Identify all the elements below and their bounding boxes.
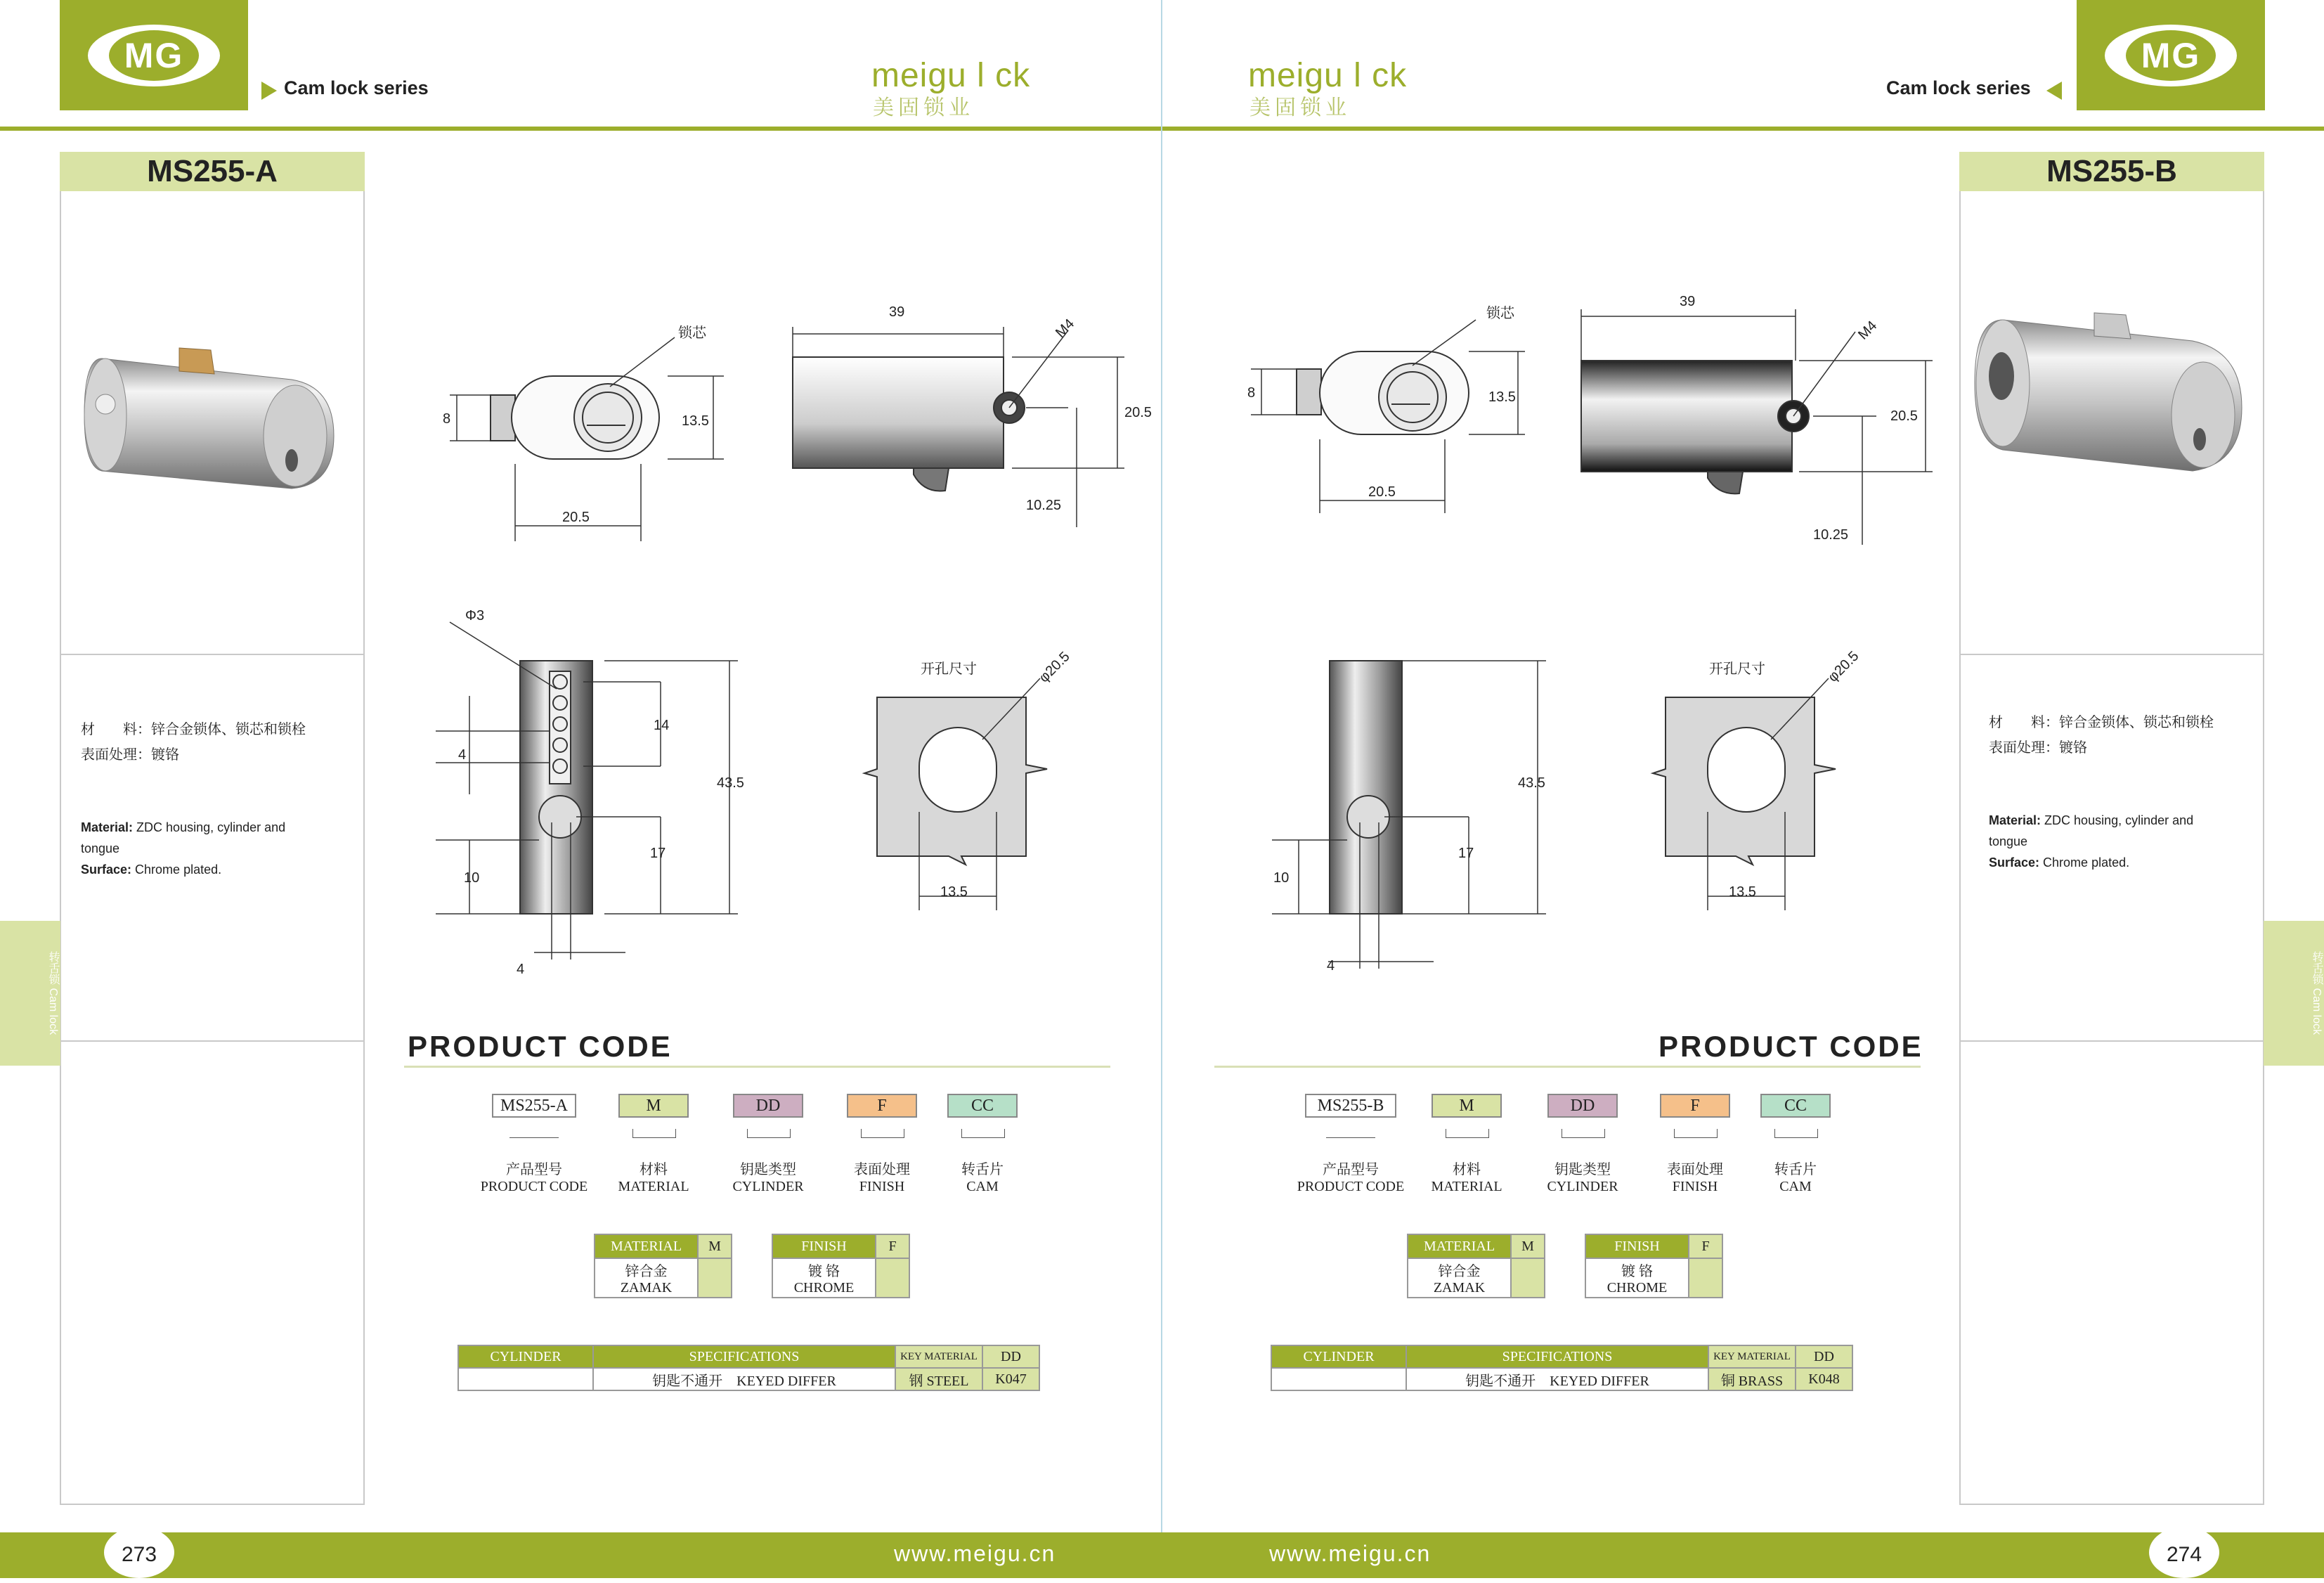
cylinder-cell [458, 1368, 593, 1390]
brand-logo-right [1248, 56, 1407, 95]
dim-cutout: 开孔尺寸 [1709, 661, 1765, 677]
model-title-right: MS255-B [1959, 152, 2264, 191]
divider [1959, 654, 2264, 655]
key-material-header: KEY MATERIAL [895, 1345, 982, 1368]
model-title-left: MS255-A [60, 152, 365, 191]
key-material-cell: 钢 STEEL [895, 1368, 982, 1390]
footer-url-right[interactable]: www.meigu.cn [1269, 1541, 1432, 1566]
dim-43-5: 43.5 [717, 775, 744, 791]
spec-cn-surface: 表面处理：镀铬 [1989, 740, 2087, 756]
cylinder-table-right [1271, 1345, 1853, 1391]
dim-phi20-5: φ20.5 [1825, 648, 1862, 685]
dim-43-5: 43.5 [1518, 775, 1545, 791]
side-tab-cn: 转舌锁 [2311, 951, 2323, 986]
logo-text: MG [109, 30, 199, 81]
spec-en-material: ZDC housing, cylinder and [136, 820, 286, 834]
dim-4: 4 [458, 747, 467, 763]
spec-en-surface: Chrome plated. [2043, 855, 2130, 870]
dim-39: 39 [1680, 294, 1696, 309]
dim-17: 17 [1458, 846, 1474, 861]
dim-4-bottom: 4 [1327, 958, 1335, 974]
material-code-cell [698, 1258, 732, 1298]
code-bracket [632, 1129, 676, 1138]
product-code-title-right: PRODUCT CODE [1658, 1030, 1923, 1063]
code-bracket [1446, 1129, 1489, 1138]
code-box-finish: F [1660, 1094, 1730, 1118]
dim-13-5: 13.5 [682, 413, 709, 429]
logo-right [2077, 0, 2265, 110]
dim-14: 14 [654, 718, 670, 733]
material-code-header: M [1511, 1234, 1545, 1258]
code-label-model: 产品型号 PRODUCT CODE [1297, 1162, 1405, 1194]
finish-value: 镀 铬 CHROME [1585, 1258, 1689, 1298]
code-box-cylinder: DD [733, 1094, 803, 1118]
code-box-model: MS255-B [1305, 1094, 1396, 1118]
dim-17: 17 [650, 846, 666, 861]
code-box-model: MS255-A [492, 1094, 576, 1118]
dim-10: 10 [1273, 870, 1290, 886]
key-code-cell: K048 [1796, 1368, 1852, 1390]
logo-left [60, 0, 248, 110]
spec-en-material-2: tongue [81, 841, 120, 855]
spec-en-surface: Chrome plated. [135, 862, 222, 877]
dim-4-bottom: 4 [517, 962, 525, 977]
dimension-drawings-left [394, 267, 1167, 984]
code-label-material: 材料 MATERIAL [618, 1162, 689, 1194]
code-box-finish: F [847, 1094, 917, 1118]
key-material-cell: 铜 BRASS [1708, 1368, 1796, 1390]
dim-20-5-height: 20.5 [1890, 408, 1918, 424]
spec-en-material: ZDC housing, cylinder and [2044, 813, 2194, 827]
dimension-drawings-right [1223, 267, 1968, 984]
product-code-rule [1214, 1066, 1921, 1068]
dim-m4: M4 [1052, 316, 1078, 341]
code-label-cam: 转舌片 CAM [961, 1162, 1004, 1194]
dim-13-5: 13.5 [1488, 389, 1516, 405]
key-code-cell: K047 [982, 1368, 1039, 1390]
cylinder-table-left [457, 1345, 1040, 1391]
code-label-model: 产品型号 PRODUCT CODE [480, 1162, 588, 1194]
code-label-cylinder: 钥匙类型 CYLINDER [1547, 1162, 1618, 1194]
finish-code-header: F [1689, 1234, 1722, 1258]
key-material-header: KEY MATERIAL [1708, 1345, 1796, 1368]
divider [60, 1040, 365, 1042]
logo-text: MG [2126, 30, 2216, 81]
series-title-left: Cam lock series [284, 77, 429, 98]
footer-bar [0, 1532, 2324, 1578]
triangle-right-icon [261, 82, 277, 100]
product-photo-left [81, 330, 348, 520]
cylinder-cell [1271, 1368, 1406, 1390]
dim-20-5-height: 20.5 [1124, 405, 1152, 420]
product-code-rule [404, 1066, 1110, 1068]
finish-value: 镀 铬 CHROME [772, 1258, 876, 1298]
material-header: MATERIAL [1408, 1234, 1511, 1258]
code-bracket [1774, 1129, 1818, 1138]
dd-header: DD [1796, 1345, 1852, 1368]
dim-core-label: 锁芯 [678, 325, 706, 341]
cylinder-header: CYLINDER [1271, 1345, 1406, 1368]
code-label-cam: 转舌片 CAM [1774, 1162, 1817, 1194]
code-box-cam: CC [947, 1094, 1018, 1118]
spec-cell: 钥匙不通开 KEYED DIFFER [1406, 1368, 1708, 1390]
dim-13-5-hole: 13.5 [1729, 884, 1756, 900]
brand-cn-right: 美固锁业 [1249, 96, 1351, 119]
code-bracket [961, 1129, 1005, 1138]
dim-phi20-5: φ20.5 [1036, 649, 1073, 686]
spec-cn-surface: 表面处理：镀铬 [81, 747, 179, 763]
dd-header: DD [982, 1345, 1039, 1368]
side-tab-left [0, 921, 60, 1066]
dim-39: 39 [889, 304, 905, 320]
specifications-header: SPECIFICATIONS [1406, 1345, 1708, 1368]
dim-phi3: Φ3 [465, 608, 485, 623]
code-bracket [509, 1129, 559, 1138]
material-value: 锌合金 ZAMAK [1408, 1258, 1511, 1298]
code-label-finish: 表面处理 FINISH [854, 1162, 910, 1194]
spec-en-material-2: tongue [1989, 834, 2028, 848]
divider [60, 654, 365, 655]
finish-code-cell [876, 1258, 909, 1298]
dim-m4: M4 [1855, 318, 1881, 343]
brand-name: meigu l ck [871, 57, 1031, 94]
triangle-left-icon [2046, 82, 2062, 100]
code-bracket [747, 1129, 791, 1138]
dim-10-25: 10.25 [1813, 527, 1849, 543]
spec-en-surface-label: Surface: [81, 862, 132, 877]
finish-code-header: F [876, 1234, 909, 1258]
finish-header: FINISH [1585, 1234, 1689, 1258]
spec-en-material-label: Material: [1989, 813, 2041, 827]
spec-en-material-label: Material: [81, 820, 134, 834]
dim-10: 10 [464, 870, 480, 886]
material-code-cell [1511, 1258, 1545, 1298]
brand-name: meigu l ck [1248, 57, 1408, 94]
brand-logo-left [871, 56, 1030, 95]
finish-table-left [772, 1234, 910, 1298]
series-title-right: Cam lock series [1886, 77, 2031, 98]
dim-core-label: 锁芯 [1486, 306, 1514, 321]
dim-13-5-hole: 13.5 [940, 884, 968, 900]
cylinder-header: CYLINDER [458, 1345, 593, 1368]
dim-cutout: 开孔尺寸 [921, 661, 977, 677]
dim-20-5: 20.5 [562, 510, 590, 525]
dim-20-5: 20.5 [1368, 484, 1396, 500]
specs-right [1989, 710, 2256, 873]
code-box-material: M [1432, 1094, 1502, 1118]
material-header: MATERIAL [595, 1234, 698, 1258]
footer-url-left[interactable]: www.meigu.cn [894, 1541, 1056, 1566]
code-label-material: 材料 MATERIAL [1431, 1162, 1502, 1194]
spec-cell: 钥匙不通开 KEYED DIFFER [593, 1368, 895, 1390]
page-number-left: 273 [104, 1527, 174, 1578]
material-table-left [594, 1234, 732, 1298]
code-label-cylinder: 钥匙类型 CYLINDER [732, 1162, 804, 1194]
spec-cn-material: 材 料：锌合金锁体、锁芯和锁栓 [1989, 715, 2214, 730]
spec-cn-material: 材 料：锌合金锁体、锁芯和锁栓 [81, 722, 306, 737]
code-box-cylinder: DD [1547, 1094, 1618, 1118]
code-bracket [1562, 1129, 1605, 1138]
dim-8: 8 [443, 411, 451, 427]
material-value: 锌合金 ZAMAK [595, 1258, 698, 1298]
code-box-cam: CC [1760, 1094, 1831, 1118]
side-tab-cn: 转舌锁 [47, 951, 59, 986]
specs-left [81, 717, 362, 880]
finish-table-right [1585, 1234, 1723, 1298]
code-box-material: M [618, 1094, 689, 1118]
side-tab-en: Cam lock [47, 988, 59, 1035]
finish-header: FINISH [772, 1234, 876, 1258]
divider [1959, 1040, 2264, 1042]
code-bracket [861, 1129, 904, 1138]
side-tab-right [2264, 921, 2324, 1066]
code-bracket [1326, 1129, 1375, 1138]
finish-code-cell [1689, 1258, 1722, 1298]
side-tab-en: Cam lock [2311, 988, 2323, 1035]
spec-en-surface-label: Surface: [1989, 855, 2040, 870]
dim-10-25: 10.25 [1026, 498, 1062, 513]
page-number-right: 274 [2149, 1527, 2219, 1578]
brand-cn-left: 美固锁业 [873, 96, 974, 119]
material-code-header: M [698, 1234, 732, 1258]
material-table-right [1407, 1234, 1545, 1298]
product-photo-right [1968, 302, 2256, 506]
dim-8: 8 [1247, 385, 1256, 401]
code-bracket [1674, 1129, 1718, 1138]
product-code-title-left: PRODUCT CODE [408, 1030, 673, 1063]
specifications-header: SPECIFICATIONS [593, 1345, 895, 1368]
code-label-finish: 表面处理 FINISH [1667, 1162, 1723, 1194]
